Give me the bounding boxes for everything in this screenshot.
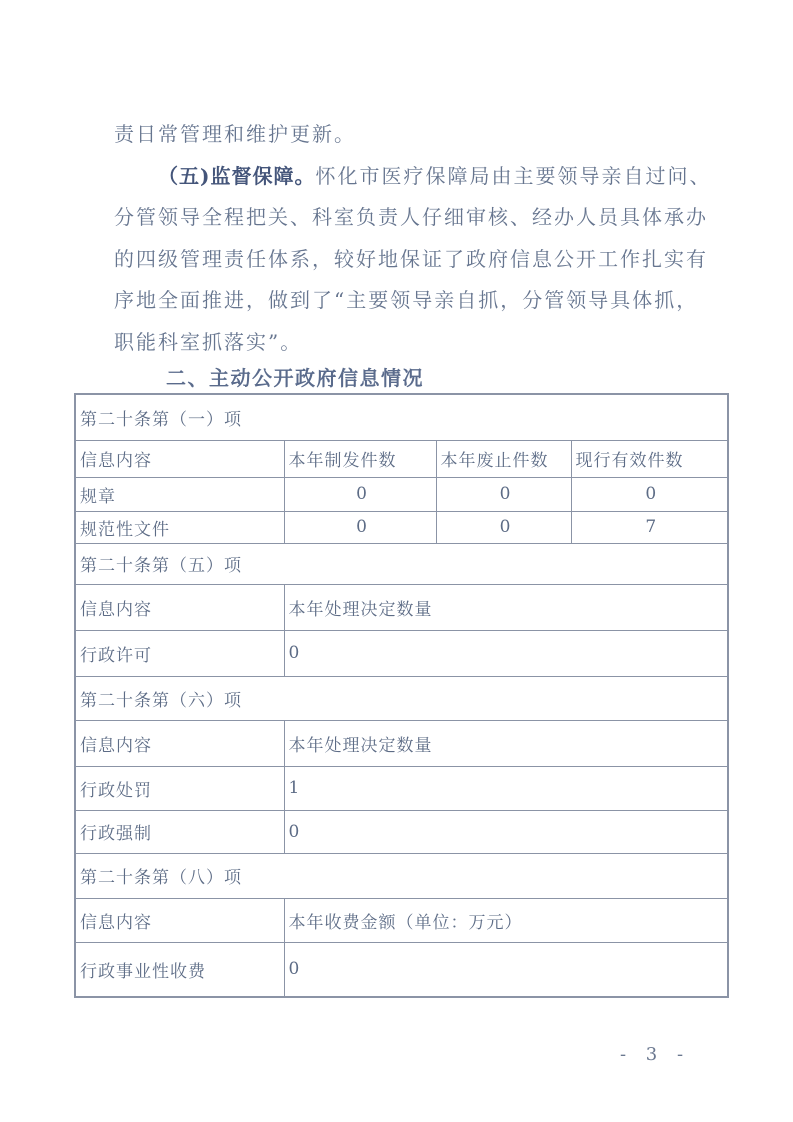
header-cell: 本年处理决定数量 xyxy=(284,720,728,766)
header-cell: 信息内容 xyxy=(75,584,284,630)
table-header-row xyxy=(75,898,728,942)
table-section-title-row xyxy=(75,853,728,898)
table-section-title-row xyxy=(75,676,728,720)
paragraph-line: 责日常管理和维护更新。 xyxy=(114,122,356,146)
row-label: 规范性文件 xyxy=(75,511,284,543)
table-section-title-row xyxy=(75,394,728,440)
table-header-row xyxy=(75,584,728,630)
header-cell: 本年收费金额（单位：万元） xyxy=(284,898,728,942)
section-title: 第二十条第（八）项 xyxy=(75,853,728,898)
table-header-row xyxy=(75,720,728,766)
row-label: 规章 xyxy=(75,477,284,511)
body-paragraph xyxy=(114,114,712,364)
bold-run-head: （五)监督保障。 xyxy=(158,163,316,188)
table-row xyxy=(75,766,728,810)
page-number: - 3 - xyxy=(620,1044,691,1065)
header-cell: 信息内容 xyxy=(75,440,284,477)
section-title: 第二十条第（六）项 xyxy=(75,676,728,720)
paragraph-line xyxy=(114,156,712,198)
header-cell: 本年废止件数 xyxy=(436,440,571,477)
cell-value: 7 xyxy=(571,511,728,543)
cell-value: 0 xyxy=(436,477,571,511)
cell-value: 0 xyxy=(436,511,571,543)
header-cell: 本年制发件数 xyxy=(284,440,436,477)
header-cell: 信息内容 xyxy=(75,898,284,942)
table-header-row xyxy=(75,440,728,477)
table-row xyxy=(75,942,728,997)
cell-value: 0 xyxy=(284,630,728,676)
paragraph-line: 分管领导全程把关、科室负责人仔细审核、经办人员具体承办 xyxy=(114,205,708,230)
row-label: 行政处罚 xyxy=(75,766,284,810)
header-cell: 信息内容 xyxy=(75,720,284,766)
statistics-table xyxy=(74,393,729,998)
table-row xyxy=(75,511,728,543)
row-label: 行政强制 xyxy=(75,810,284,853)
paragraph-line: 序地全面推进，做到了“主要领导亲自抓，分管领导具体抓， xyxy=(114,288,699,313)
table-row xyxy=(75,810,728,853)
paragraph-text: 怀化市医疗保障局由主要领导亲自过问、 xyxy=(315,163,712,188)
row-label: 行政许可 xyxy=(75,630,284,676)
cell-value: 0 xyxy=(284,810,728,853)
cell-value: 0 xyxy=(284,511,436,543)
table-section-title-row xyxy=(75,543,728,584)
cell-value: 0 xyxy=(571,477,728,511)
section-heading: 二、主动公开政府信息情况 xyxy=(166,366,424,390)
cell-value: 0 xyxy=(284,942,728,997)
header-cell: 现行有效件数 xyxy=(571,440,728,477)
paragraph-line: 职能科室抓落实”。 xyxy=(114,329,303,354)
section-title: 第二十条第（一）项 xyxy=(75,394,728,440)
row-label: 行政事业性收费 xyxy=(75,942,284,997)
section-title: 第二十条第（五）项 xyxy=(75,543,728,584)
cell-value: 0 xyxy=(284,477,436,511)
cell-value: 1 xyxy=(284,766,728,810)
paragraph-line: 的四级管理责任体系，较好地保证了政府信息公开工作扎实有 xyxy=(114,246,708,271)
table-row xyxy=(75,630,728,676)
header-cell: 本年处理决定数量 xyxy=(284,584,728,630)
table-row xyxy=(75,477,728,511)
